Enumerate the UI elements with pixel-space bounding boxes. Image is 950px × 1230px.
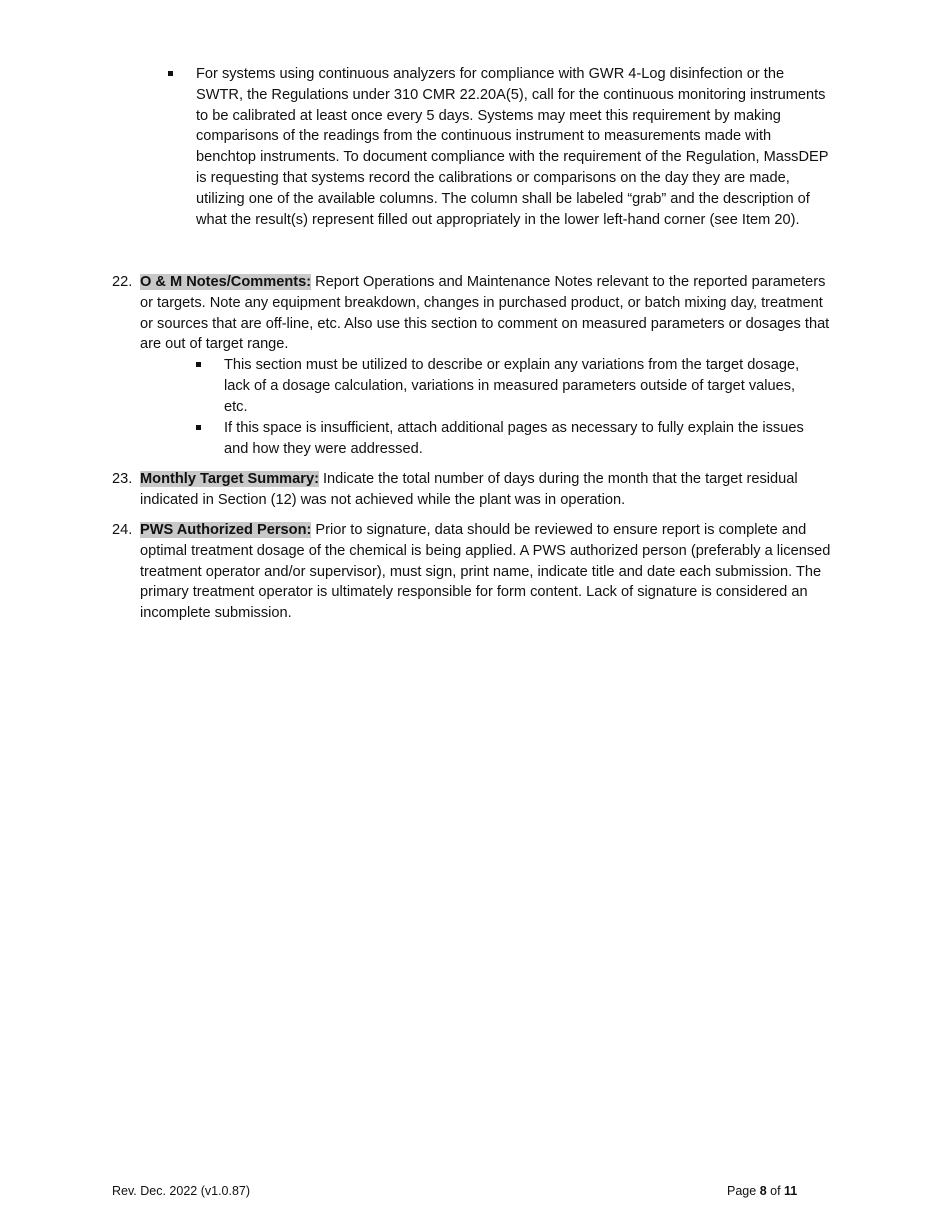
item-22-bullet-2 xyxy=(196,418,806,460)
bullet-marker xyxy=(168,71,173,76)
item-23 xyxy=(112,469,832,511)
page-label: Page xyxy=(727,1184,757,1198)
bullet-text: If this space is insufficient, attach additional pages as necessary to fully explain the issues and how they were addressed. xyxy=(224,420,804,457)
item-number: 24. xyxy=(112,522,133,538)
item-22 xyxy=(112,272,832,355)
bullet-marker xyxy=(196,425,201,430)
intro-bullet-text: For systems using continuous analyzers for compliance with GWR 4-Log disinfection or the SWTR, the Regulations under 310 CMR 22.20A(5), call for the continuous monitoring instruments to be calibrated at least once every 5 days. Systems may meet this requirement by making comparisons of the readings from the continuous instrument to measurements made with benchtop instruments. To document compliance with the requirement of the Regulation, MassDEP is requesting that systems record the calibrations or comparisons on the day they are made, utilizing one of the available columns. The column shall be labeled “grab” and the description of what the result(s) represent filled out appropriately in the lower left-hand corner (see Item 20). xyxy=(196,66,829,228)
bullet-text: This section must be utilized to describe or explain any variations from the target dosage, lack of a dosage calculation, variations in measured parameters outside of target values, etc. xyxy=(224,357,800,415)
footer-page-number xyxy=(727,1184,797,1198)
page-current: 8 xyxy=(759,1184,767,1198)
footer-revision: Rev. Dec. 2022 (v1.0.87) xyxy=(112,1184,251,1198)
item-heading: PWS Authorized Person: xyxy=(140,522,312,538)
item-22-bullet-1 xyxy=(196,355,806,417)
of-label: of xyxy=(770,1184,781,1198)
item-number: 23. xyxy=(112,471,133,487)
item-24 xyxy=(112,520,832,624)
item-heading: O & M Notes/Comments: xyxy=(140,274,312,290)
item-heading: Monthly Target Summary: xyxy=(140,471,319,487)
item-number: 22. xyxy=(112,274,133,290)
item-text: Indicate the total number of days during the month that the target residual indicated in Section (12) was not achieved while the plant was in operation. xyxy=(140,471,798,508)
bullet-marker xyxy=(196,362,201,367)
intro-bullet xyxy=(168,64,833,230)
item-text: Prior to signature, data should be reviewed to ensure report is complete and optimal treatment dosage of the chemical is being applied. A PWS authorized person (preferably a licensed treatment operator and/or supervisor), must sign, print name, indicate title and date each submission. The primary treatment operator is ultimately responsible for form content. Lack of signature is considered an incomplete submission. xyxy=(140,522,831,622)
item-text: Report Operations and Maintenance Notes relevant to the reported parameters or targets. Note any equipment breakdown, changes in purchased product, or batch mixing day, treatment or sources that are off-line, etc. Also use this section to comment on measured parameters or dosages that are out of target range. xyxy=(140,274,830,353)
page-total: 11 xyxy=(784,1184,798,1198)
